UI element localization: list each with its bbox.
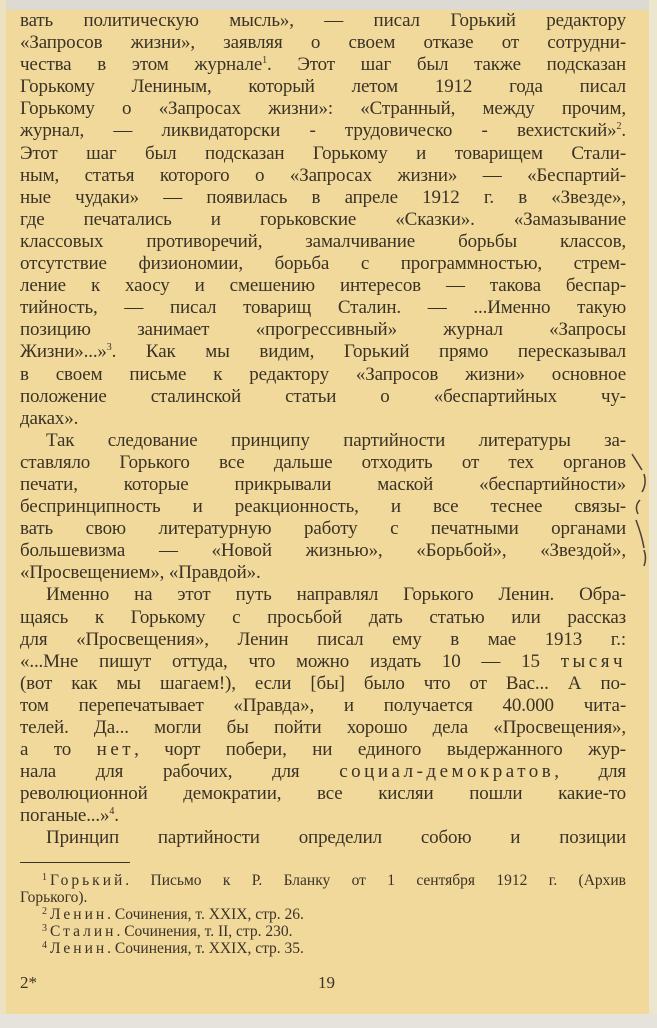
text-line (20, 386, 626, 408)
text-run: ные чудаки» — появилась в апреле 1912 г. в «Звезде», (20, 186, 626, 208)
text-line (20, 584, 626, 606)
text-line (20, 607, 626, 629)
footnote-line (20, 906, 626, 923)
footnotes (20, 872, 626, 957)
text-run: Так следование принципу партийности литературы за- (46, 429, 626, 451)
text-run: позицию занимает «прогрессивный» журнал «Запросы (20, 319, 626, 341)
footnote-marker: 1 (42, 872, 47, 883)
text-line (20, 430, 626, 452)
text-line (20, 651, 626, 673)
text-run: «Запросов жизни», заявляя о своем отказе от сотрудни- (20, 32, 626, 54)
scan-right-edge (649, 0, 657, 1028)
text-line (20, 54, 626, 76)
text-line (20, 187, 626, 209)
footnote (20, 940, 626, 957)
text-line (20, 165, 626, 187)
spaced-emphasis: тысяч (560, 650, 626, 672)
footnote-line (20, 872, 626, 889)
text-line (20, 518, 626, 540)
text-run: . Сочинения, т. II, стр. 230. (116, 923, 293, 940)
pencil-margin-marks (630, 440, 650, 590)
footnote-marker: 4 (42, 940, 47, 951)
text-run: Этот шаг был подсказан Горькому и товарищем Стали- (20, 142, 626, 164)
text-run: «Просвещением», «Правдой». (20, 562, 261, 584)
footnote (20, 923, 626, 940)
spaced-emphasis: Ленин (50, 940, 108, 957)
text-run: щаясь к Горькому с просьбой дать статью или рассказ (20, 606, 626, 628)
scan-left-edge (0, 0, 6, 1028)
text-line (20, 673, 626, 695)
text-run: где печатались и горьковские «Сказки». «Замазывание (20, 208, 626, 230)
footnote (20, 872, 626, 906)
page-number: 19 (318, 973, 335, 992)
footnote-line (20, 923, 626, 940)
text-line (20, 496, 626, 518)
text-run: телей. Да... могли бы пойти хорошо дела «Просвещения», (20, 717, 626, 738)
text-run: , для (554, 761, 626, 783)
text-run: в своем письме к редактору «Запросов жизни» основное (20, 363, 626, 385)
text-run: поганые...» (20, 805, 110, 827)
text-line (20, 253, 626, 275)
text-line (20, 120, 626, 142)
text-run: . Сочинения, т. XXIX, стр. 26. (107, 906, 304, 923)
text-run: журнал, — ликвидаторски - трудовическо - вехистский» (20, 120, 617, 142)
text-line (20, 761, 626, 783)
footnote-marker: 1 (262, 55, 267, 67)
text-run: Именно на этот путь направлял Горького Ленин. Обра- (46, 584, 626, 606)
text-line (20, 717, 626, 739)
paragraph (20, 430, 626, 585)
text-line (20, 695, 626, 717)
text-line (20, 452, 626, 474)
signature-mark: 2* (20, 973, 37, 992)
text-line (20, 364, 626, 386)
text-run: Горького). (20, 889, 88, 906)
text-run: тийность, — писал товарищ Сталин. — ...Именно такую (20, 297, 626, 319)
text-line (20, 297, 626, 319)
text-run: Горькому Лениным, который летом 1912 года писал (20, 76, 626, 98)
text-line (20, 629, 626, 651)
footnote-marker: 4 (109, 806, 115, 818)
text-line (20, 783, 626, 805)
text-line (20, 562, 626, 584)
text-run: вать политическую мысль», — писал Горький редактору (20, 10, 626, 31)
text-run: ным, статья которого о «Запросах жизни» — «Беспартий- (20, 164, 626, 186)
text-run: классовых противоречий, замалчивание борьбы классов, (20, 230, 626, 252)
text-line (20, 408, 626, 430)
text-run: ставляло Горького все дальше отходить от тех органов (20, 451, 626, 473)
spaced-emphasis: Сталин (50, 923, 117, 940)
text-run: положение сталинской статьи о «беспартийных чу- (20, 385, 626, 407)
text-line (20, 827, 626, 849)
text-run: нала для рабочих, для (20, 761, 340, 783)
text-line (20, 341, 626, 363)
text-run: том перепечатывает «Правда», и получается 40.000 чита- (20, 694, 626, 716)
text-run: Горькому о «Запросах жизни»: «Странный, между прочим, (20, 98, 626, 120)
text-line (20, 143, 626, 165)
footnote-line (20, 889, 626, 906)
text-run: а то (20, 739, 97, 761)
main-text (20, 10, 626, 850)
text-run: большевизма — «Новой жизнью», «Борьбой», «Звездой», (20, 540, 626, 562)
text-line (20, 98, 626, 120)
footnote-marker: 3 (106, 342, 112, 354)
spaced-emphasis: социал-демократов (339, 761, 555, 783)
spaced-emphasis: нет (96, 739, 135, 761)
scan-top-edge (0, 0, 657, 10)
text-run: вать свою литературную работу с печатными органами (20, 518, 626, 540)
text-line (20, 805, 626, 827)
footnote-marker: 2 (42, 906, 47, 917)
text-line (20, 739, 626, 761)
text-run: . (114, 805, 119, 827)
text-line (20, 231, 626, 253)
text-run: , чорт побери, ни единого выдержанного жур- (134, 739, 626, 761)
text-run: . Сочинения, т. XXIX, стр. 35. (107, 940, 304, 957)
footnote-line (20, 940, 626, 957)
text-run: ление к хаосу и смешению интересов — такова беспар- (20, 275, 626, 297)
text-run: . Как мы видим, Горький прямо пересказывал (111, 341, 626, 363)
spaced-emphasis: Ленин (50, 906, 108, 923)
text-run: Жизни»...» (20, 341, 107, 363)
text-run: для «Просвещения», Ленин писал ему в мае 1913 г.: (20, 628, 626, 650)
text-run: даках». (20, 407, 79, 429)
text-run: . Письмо к Р. Бланку от 1 сентября 1912 г. (Архив (125, 872, 626, 889)
text-line (20, 209, 626, 231)
footnote-marker: 3 (42, 923, 47, 934)
text-line (20, 275, 626, 297)
text-run: отсутствие физиономии, борьба с программностью, стрем- (20, 253, 626, 275)
text-line (20, 474, 626, 496)
text-line (20, 319, 626, 341)
text-line (20, 540, 626, 562)
text-line (20, 32, 626, 54)
text-run: чества в этом журнале (20, 54, 263, 76)
text-line (20, 76, 626, 98)
text-run: Принцип партийности определил собою и позиции (46, 827, 626, 849)
paragraph (20, 827, 626, 849)
text-run: беспринципность и реакционность, и все теснее связы- (20, 496, 626, 518)
scan-bottom-edge (0, 1014, 657, 1028)
text-run: . (621, 120, 626, 142)
paragraph (20, 584, 626, 827)
text-run: «...Мне пишут оттуда, что можно издать 10 — 15 (20, 650, 561, 672)
paragraph (20, 10, 626, 430)
text-run: (вот как мы шагаем!), если [бы] было что от Вас... А по- (20, 672, 626, 694)
text-line (20, 10, 626, 32)
text-run: печати, которые прикрывали маской «беспартийности» (20, 473, 626, 495)
text-run: . Этот шаг был также подсказан (266, 54, 626, 76)
footnote-marker: 2 (616, 121, 622, 133)
footnote-separator (20, 862, 130, 863)
text-run: революционной демократии, все кисляи пошли какие-то (20, 783, 626, 805)
footnote (20, 906, 626, 923)
spaced-emphasis: Горький (50, 872, 126, 889)
